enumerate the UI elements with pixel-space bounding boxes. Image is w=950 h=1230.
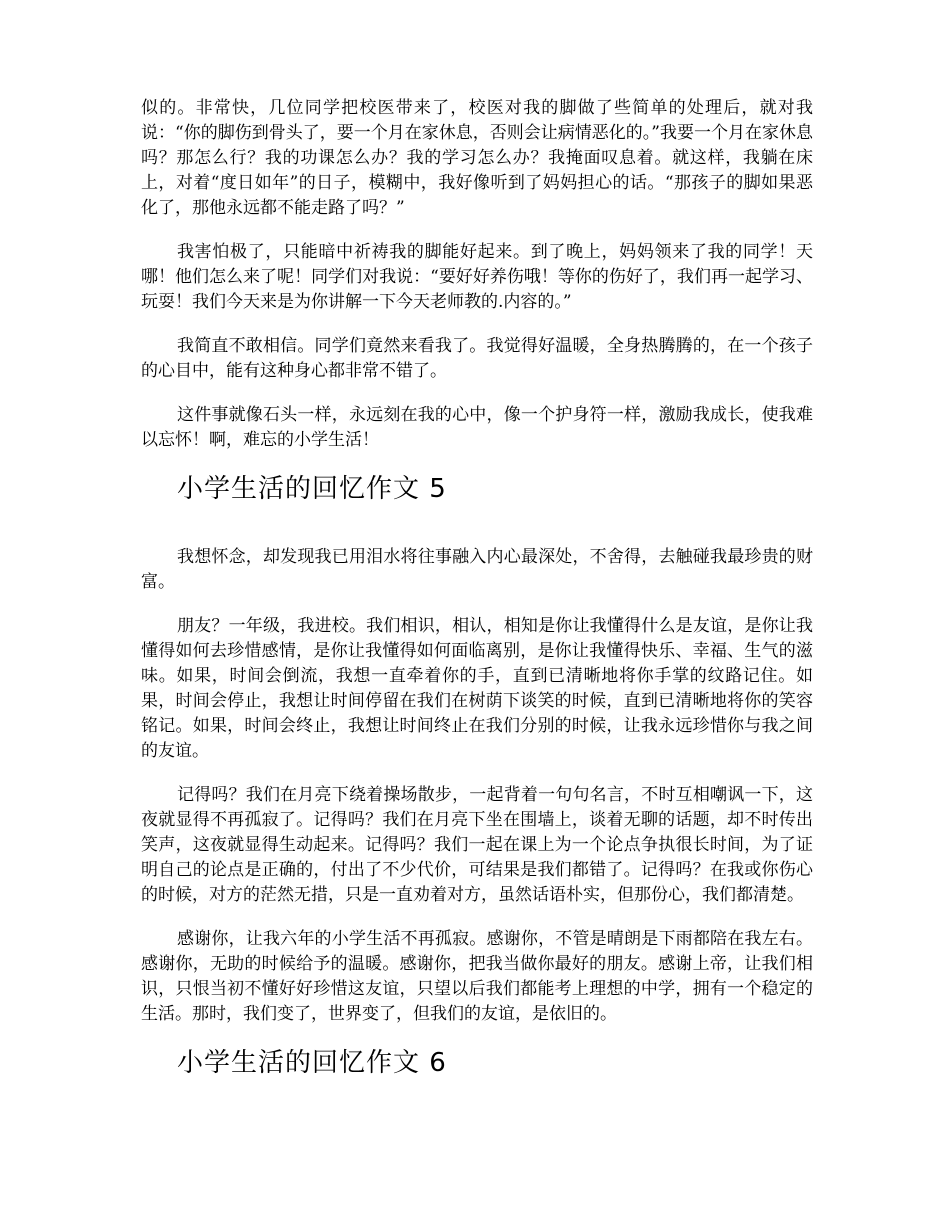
- paragraph: 朋友？一年级，我进校。我们相识，相认，相知是你让我懂得什么是友谊，是你让我懂得如何去珍惜感情，是你让我懂得如何面临离别，是你让我懂得快乐、幸福、生气的滋味。如果，时间会倒流，我想一直牵着你的手，直到已清晰地将你手掌的纹路记住。如果，时间会停止，我想让时间停留在我们在树荫下谈笑的时候，直到已清晰地将你的笑容铭记。如果，时间会终止，我想让时间终止在我们分别的时候，让我永远珍惜你与我之间的友谊。: [141, 616, 813, 761]
- document-page: [141, 96, 813, 1119]
- paragraph: 这件事就像石头一样，永远刻在我的心中，像一个护身符一样，激励我成长，使我难以忘怀！啊，难忘的小学生活！: [141, 405, 813, 450]
- section-heading-5: 小学生活的回忆作文 5: [177, 474, 447, 504]
- paragraph: 我想怀念，却发现我已用泪水将往事融入内心最深处，不舍得，去触碰我最珍贵的财富。: [141, 547, 813, 592]
- paragraph: 感谢你，让我六年的小学生活不再孤寂。感谢你，不管是晴朗是下雨都陪在我左右。感谢你，无助的时候给予的温暖。感谢你，把我当做你最好的朋友。感谢上帝，让我们相识，只恨当初不懂好好珍惜这友谊，只望以后我们都能考上理想的中学，拥有一个稳定的生活。那时，我们变了，世界变了，但我们的友谊，是依旧的。: [141, 929, 813, 1024]
- paragraph: 记得吗？我们在月亮下绕着操场散步，一起背着一句句名言，不时互相嘲讽一下，这夜就显得不再孤寂了。记得吗？我们在月亮下坐在围墙上，谈着无聊的话题，却不时传出笑声，这夜就显得生动起来。记得吗？我们一起在课上为一个论点争执很长时间，为了证明自己的论点是正确的，付出了不少代价，可结果是我们都错了。记得吗？在我或你伤心的时候，对方的茫然无措，只是一直劝着对方，虽然话语朴实，但那份心，我们都清楚。: [141, 785, 813, 905]
- paragraph: 我简直不敢相信。同学们竟然来看我了。我觉得好温暖，全身热腾腾的，在一个孩子的心目中，能有这种身心都非常不错了。: [141, 336, 813, 381]
- section-heading-6: 小学生活的回忆作文 6: [177, 1048, 447, 1078]
- paragraph-continued: 似的。非常快，几位同学把校医带来了，校医对我的脚做了些简单的处理后，就对我说：“你的脚伤到骨头了，要一个月在家休息，否则会让病情恶化的。”我要一个月在家休息吗？那怎么行？我的功课怎么办？我的学习怎么办？我掩面叹息着。就这样，我躺在床上，对着“度日如年”的日子，模糊中，我好像听到了妈妈担心的话。“那孩子的脚如果恶化了，那他永远都不能走路了吗？”: [141, 98, 813, 218]
- paragraph: 我害怕极了，只能暗中祈祷我的脚能好起来。到了晚上，妈妈领来了我的同学！天哪！他们怎么来了呢！同学们对我说：“要好好养伤哦！等你的伤好了，我们再一起学习、玩耍！我们今天来是为你讲解一下今天老师教的.内容的。”: [141, 242, 813, 312]
